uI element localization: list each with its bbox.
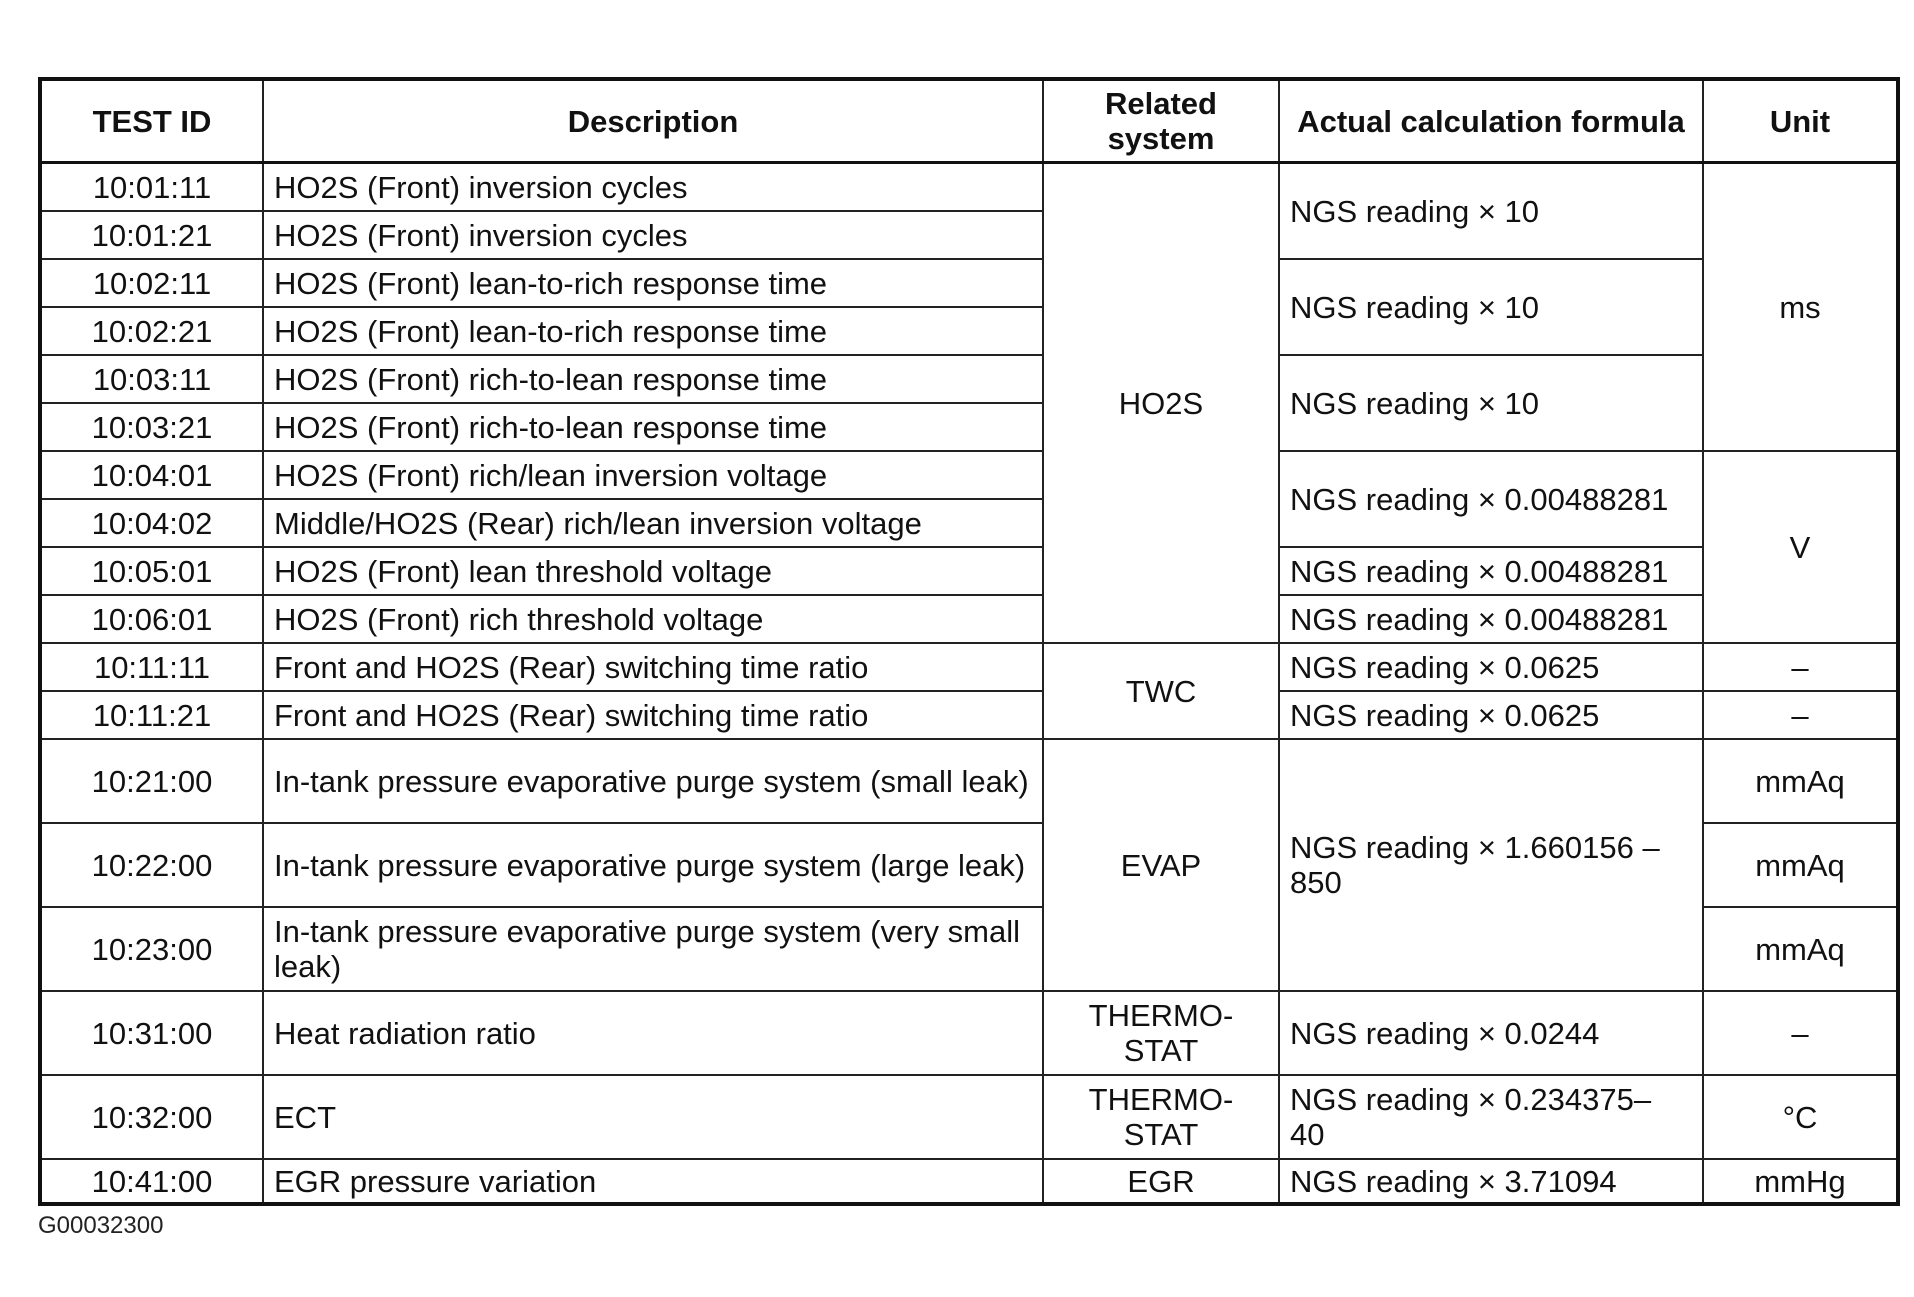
table-row xyxy=(40,259,1898,307)
formula-cell: NGS reading × 0.0625 xyxy=(1279,691,1703,739)
test-id-cell: 10:03:11 xyxy=(40,355,263,403)
test-id-cell: 10:31:00 xyxy=(40,991,263,1075)
description-cell: HO2S (Front) lean-to-rich response time xyxy=(263,307,1043,355)
test-id-cell: 10:11:11 xyxy=(40,643,263,691)
formula-cell: NGS reading × 1.660156 – 850 xyxy=(1279,739,1703,991)
description-cell: HO2S (Front) rich/lean inversion voltage xyxy=(263,451,1043,499)
table-row xyxy=(40,1075,1898,1159)
formula-cell: NGS reading × 10 xyxy=(1279,355,1703,451)
table-row xyxy=(40,451,1898,499)
test-id-table xyxy=(38,77,1900,1206)
formula-cell: NGS reading × 0.00488281 xyxy=(1279,451,1703,547)
description-cell: Front and HO2S (Rear) switching time ratio xyxy=(263,691,1043,739)
description-cell: EGR pressure variation xyxy=(263,1159,1043,1204)
description-cell: In-tank pressure evaporative purge system (large leak) xyxy=(263,823,1043,907)
system-cell: HO2S xyxy=(1043,163,1279,644)
header-formula: Actual calculation formula xyxy=(1279,79,1703,163)
description-cell: HO2S (Front) rich-to-lean response time xyxy=(263,355,1043,403)
table-row xyxy=(40,739,1898,823)
unit-cell: V xyxy=(1703,451,1898,643)
test-id-cell: 10:06:01 xyxy=(40,595,263,643)
test-id-cell: 10:02:11 xyxy=(40,259,263,307)
unit-cell: – xyxy=(1703,643,1898,691)
formula-cell: NGS reading × 10 xyxy=(1279,259,1703,355)
description-cell: HO2S (Front) lean threshold voltage xyxy=(263,547,1043,595)
formula-cell: NGS reading × 10 xyxy=(1279,163,1703,260)
description-cell: HO2S (Front) rich-to-lean response time xyxy=(263,403,1043,451)
header-related-system: Related system xyxy=(1043,79,1279,163)
description-cell: Middle/HO2S (Rear) rich/lean inversion voltage xyxy=(263,499,1043,547)
test-id-cell: 10:01:21 xyxy=(40,211,263,259)
formula-cell: NGS reading × 0.00488281 xyxy=(1279,595,1703,643)
test-id-cell: 10:02:21 xyxy=(40,307,263,355)
figure-code: G00032300 xyxy=(38,1212,164,1239)
table-row xyxy=(40,991,1898,1075)
test-id-cell: 10:22:00 xyxy=(40,823,263,907)
system-cell: TWC xyxy=(1043,643,1279,739)
description-cell: ECT xyxy=(263,1075,1043,1159)
unit-cell: ms xyxy=(1703,163,1898,452)
unit-cell: mmAq xyxy=(1703,739,1898,823)
header-unit: Unit xyxy=(1703,79,1898,163)
test-id-cell: 10:41:00 xyxy=(40,1159,263,1204)
description-cell: HO2S (Front) lean-to-rich response time xyxy=(263,259,1043,307)
table-row xyxy=(40,163,1898,212)
description-cell: In-tank pressure evaporative purge system (very small leak) xyxy=(263,907,1043,991)
formula-cell: NGS reading × 0.0244 xyxy=(1279,991,1703,1075)
unit-cell: mmHg xyxy=(1703,1159,1898,1204)
description-cell: Heat radiation ratio xyxy=(263,991,1043,1075)
description-cell: HO2S (Front) inversion cycles xyxy=(263,163,1043,212)
formula-cell: NGS reading × 3.71094 xyxy=(1279,1159,1703,1204)
table-row xyxy=(40,595,1898,643)
test-id-cell: 10:04:02 xyxy=(40,499,263,547)
system-cell: THERMO-STAT xyxy=(1043,991,1279,1075)
description-cell: Front and HO2S (Rear) switching time ratio xyxy=(263,643,1043,691)
unit-cell: – xyxy=(1703,991,1898,1075)
unit-cell: – xyxy=(1703,691,1898,739)
test-id-cell: 10:01:11 xyxy=(40,163,263,212)
header-test-id: TEST ID xyxy=(40,79,263,163)
unit-cell: mmAq xyxy=(1703,823,1898,907)
header-description: Description xyxy=(263,79,1043,163)
system-cell: EGR xyxy=(1043,1159,1279,1204)
system-cell: THERMO-STAT xyxy=(1043,1075,1279,1159)
formula-cell: NGS reading × 0.00488281 xyxy=(1279,547,1703,595)
test-id-cell: 10:04:01 xyxy=(40,451,263,499)
test-id-cell: 10:21:00 xyxy=(40,739,263,823)
table-row xyxy=(40,1159,1898,1204)
table-row xyxy=(40,355,1898,403)
test-id-cell: 10:23:00 xyxy=(40,907,263,991)
formula-cell: NGS reading × 0.234375– 40 xyxy=(1279,1075,1703,1159)
description-cell: HO2S (Front) rich threshold voltage xyxy=(263,595,1043,643)
table-row xyxy=(40,547,1898,595)
system-cell: EVAP xyxy=(1043,739,1279,991)
unit-cell: mmAq xyxy=(1703,907,1898,991)
header-row xyxy=(40,79,1898,163)
test-id-cell: 10:11:21 xyxy=(40,691,263,739)
formula-cell: NGS reading × 0.0625 xyxy=(1279,643,1703,691)
test-id-cell: 10:05:01 xyxy=(40,547,263,595)
description-cell: In-tank pressure evaporative purge system (small leak) xyxy=(263,739,1043,823)
description-cell: HO2S (Front) inversion cycles xyxy=(263,211,1043,259)
table-row xyxy=(40,643,1898,691)
table-row xyxy=(40,691,1898,739)
unit-cell: °C xyxy=(1703,1075,1898,1159)
test-id-cell: 10:03:21 xyxy=(40,403,263,451)
test-id-cell: 10:32:00 xyxy=(40,1075,263,1159)
